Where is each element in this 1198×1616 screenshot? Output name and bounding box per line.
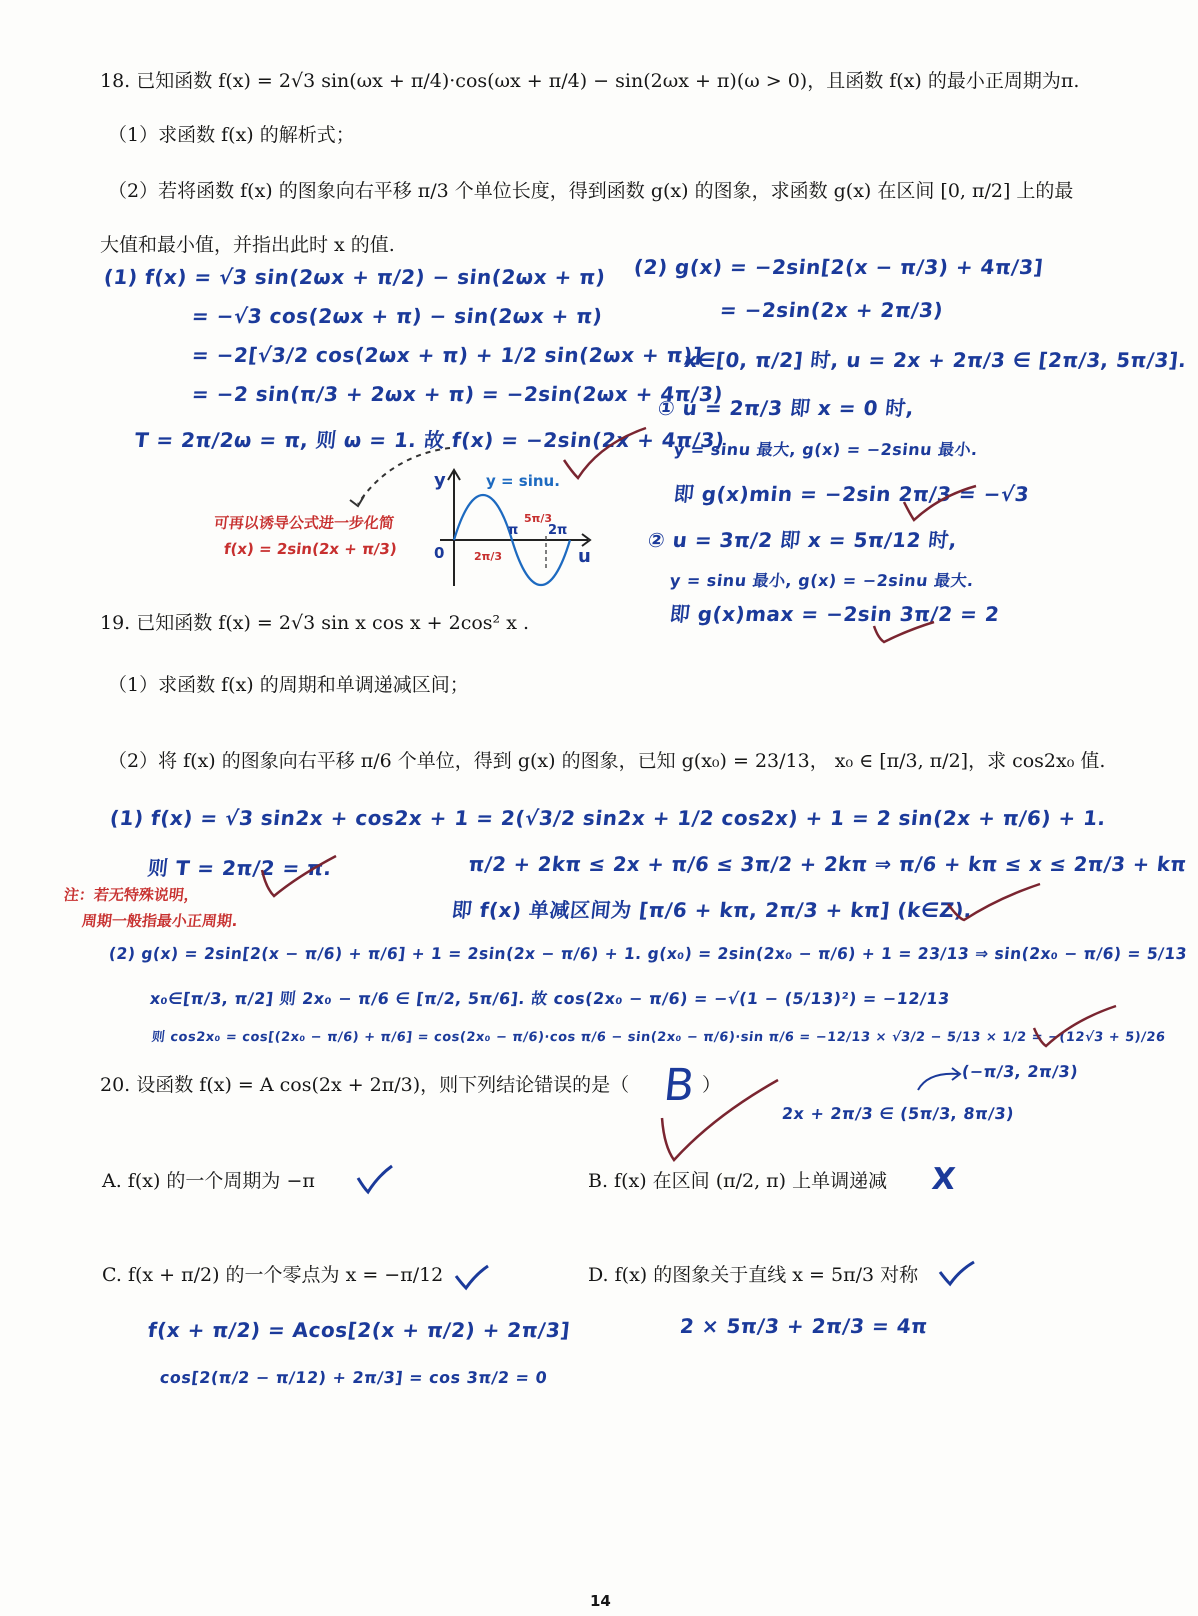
graph-tick-2pi-3: 2π/3 <box>474 550 503 563</box>
q19-work-5: (2) g(x) = 2sin[2(x − π/6) + π/6] + 1 = 2sin(2x − π/6) + 1. g(x₀) = 2sin(2x₀ − π/6) + 1 = 23/13 ⇒ sin(2x₀ − π/6) = 5/13 <box>108 944 1189 963</box>
q18-work-right-6: 即 g(x)min = −2sin 2π/3 = −√3 <box>672 482 1031 506</box>
option-b-cross-mark: X <box>930 1162 958 1197</box>
q20-work-c-2: cos[2(π/2 − π/12) + 2π/3] = cos 3π/2 = 0 <box>159 1368 549 1387</box>
graph-origin: 0 <box>434 544 445 562</box>
q19-work-1: (1) f(x) = √3 sin2x + cos2x + 1 = 2(√3/2 sin2x + 1/2 cos2x) + 1 = 2 sin(2x + π/6) + 1. <box>108 806 1108 830</box>
q18-work-right-1: (2) g(x) = −2sin[2(x − π/3) + 4π/3] <box>632 255 1045 279</box>
q19-work-7: 则 cos2x₀ = cos[(2x₀ − π/6) + π/6] = cos(2x₀ − π/6)·cos π/6 − sin(2x₀ − π/6)·sin π/6 = −12/13 × √3/2 − 5/13 × 1/2 = −(12√3 + 5)/26 <box>151 1030 1167 1045</box>
curved-arrow-icon <box>914 1066 966 1096</box>
q20-answer: B <box>661 1060 698 1111</box>
graph-u-label: u <box>578 546 591 567</box>
checkmark-icon <box>452 1262 492 1292</box>
q20-option-a: A. f(x) 的一个周期为 −π <box>102 1170 315 1192</box>
q19-part2: （2）将 f(x) 的图象向右平移 π/6 个单位，得到 g(x) 的图象，已知 g(x₀) = 23/13， x₀ ∈ [π/3, π/2]，求 cos2x₀ 值. <box>108 750 1106 772</box>
q18-work-right-3: x∈[0, π/2] 时, u = 2x + 2π/3 ∈ [2π/3, 5π/3]. <box>683 348 1188 372</box>
q19-red-note-2: 周期一般指最小正周期. <box>81 912 239 930</box>
q20-work-d: 2 × 5π/3 + 2π/3 = 4π <box>678 1314 929 1338</box>
q19-work-3: π/2 + 2kπ ≤ 2x + π/6 ≤ 3π/2 + 2kπ ⇒ π/6 + kπ ≤ x ≤ 2π/3 + kπ <box>467 852 1188 876</box>
checkmark-icon <box>258 852 340 902</box>
q20-stem: 20. 设函数 f(x) = A cos(2x + 2π/3)，则下列结论错误的是（ <box>100 1074 630 1096</box>
q18-work-left-2: = −√3 cos(2ωx + π) − sin(2ωx + π) <box>190 304 604 328</box>
q18-work-right-2: = −2sin(2x + 2π/3) <box>718 298 945 322</box>
q18-red-note-2: f(x) = 2sin(2x + π/3) <box>223 540 398 558</box>
q19-work-6: x₀∈[π/3, π/2] 则 2x₀ − π/6 ∈ [π/2, 5π/6]. 故 cos(2x₀ − π/6) = −√(1 − (5/13)²) = −12/13 <box>148 989 951 1008</box>
q18-work-right-4: ① u = 2π/3 即 x = 0 时, <box>656 396 916 420</box>
q18-stem: 18. 已知函数 f(x) = 2√3 sin(ωx + π/4)·cos(ωx + π/4) − sin(2ωx + π)(ω > 0)，且函数 f(x) 的最小正周期为π. <box>100 70 1080 92</box>
q18-work-left-4: = −2 sin(π/3 + 2ωx + π) = −2sin(2ωx + 4π/3) <box>190 382 725 406</box>
checkmark-icon <box>936 1258 978 1288</box>
q19-part1: （1）求函数 f(x) 的周期和单调递减区间； <box>108 674 469 696</box>
graph-2pi: 2π <box>548 523 568 538</box>
q18-red-note-1: 可再以诱导公式进一步化简 <box>213 514 395 532</box>
q19-work-2: 则 T = 2π/2 = π. <box>146 856 333 880</box>
q18-work-right-7: ② u = 3π/2 即 x = 5π/12 时, <box>646 528 959 552</box>
q18-work-left-1: (1) f(x) = √3 sin(2ωx + π/2) − sin(2ωx + π) <box>102 265 607 289</box>
graph-tick-5pi-3: 5π/3 <box>524 512 553 525</box>
checkmark-icon <box>900 480 980 524</box>
q18-part2-line2: 大值和最小值，并指出此时 x 的值. <box>100 234 395 256</box>
q20-side-work-1: (−π/3, 2π/3) <box>961 1062 1080 1081</box>
q19-stem: 19. 已知函数 f(x) = 2√3 sin x cos x + 2cos² x . <box>100 612 530 634</box>
q20-option-c: C. f(x + π/2) 的一个零点为 x = −π/12 <box>102 1264 444 1286</box>
q20-close-paren: ） <box>702 1074 722 1096</box>
checkmark-icon <box>354 1162 396 1196</box>
graph-y-label: y <box>434 470 446 491</box>
q20-side-work-2: 2x + 2π/3 ∈ (5π/3, 8π/3) <box>781 1104 1016 1123</box>
q19-work-4: 即 f(x) 单减区间为 [π/6 + kπ, 2π/3 + kπ] (k∈Z). <box>450 898 974 922</box>
graph-pi: π <box>508 523 519 538</box>
q20-work-c-1: f(x + π/2) = Acos[2(x + π/2) + 2π/3] <box>146 1318 572 1342</box>
checkmark-icon <box>944 880 1044 924</box>
graph-curve-label: y = sinu. <box>486 472 560 490</box>
q18-work-right-8: y = sinu 最小, g(x) = −2sinu 最大. <box>668 571 975 590</box>
checkmark-icon <box>1030 1000 1120 1050</box>
page-number: 14 <box>590 1592 611 1610</box>
q18-work-left-3: = −2[√3/2 cos(2ωx + π) + 1/2 sin(2ωx + π)] <box>190 343 704 367</box>
q18-part2-line1: （2）若将函数 f(x) 的图象向右平移 π/3 个单位长度，得到函数 g(x) 的图象，求函数 g(x) 在区间 [0, π/2] 上的最 <box>108 180 1074 202</box>
checkmark-icon <box>870 616 940 646</box>
checkmark-icon <box>560 424 650 484</box>
checkmark-icon <box>654 1076 784 1166</box>
q20-option-b: B. f(x) 在区间 (π/2, π) 上单调递减 <box>588 1170 888 1192</box>
q18-work-right-9: 即 g(x)max = −2sin 3π/2 = 2 <box>668 602 1001 626</box>
q18-part1: （1）求函数 f(x) 的解析式； <box>108 124 355 146</box>
q18-work-left-5: T = 2π/2ω = π, 则 ω = 1. 故 f(x) = −2sin(2x + 4π/3) <box>133 428 726 452</box>
q19-red-note-1: 注：若无特殊说明， <box>63 886 200 904</box>
q18-work-right-5: y = sinu 最大, g(x) = −2sinu 最小. <box>672 440 979 459</box>
q20-option-d: D. f(x) 的图象关于直线 x = 5π/3 对称 <box>588 1264 919 1286</box>
